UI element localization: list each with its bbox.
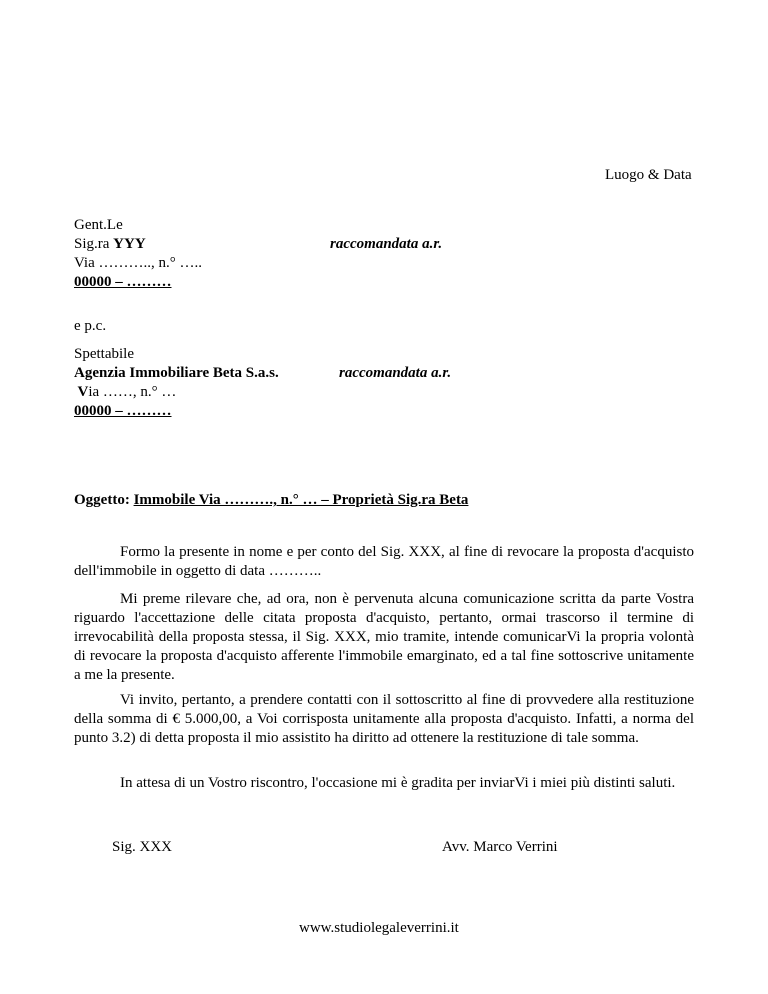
- recipient2-address-initial: V: [74, 384, 89, 400]
- recipient1-name: YYY: [113, 236, 146, 252]
- recipient2-name: Agenzia Immobiliare Beta S.a.s.: [74, 365, 279, 381]
- recipient1-salutation: Gent.Le: [74, 217, 123, 233]
- recipient1-delivery: raccomandata a.r.: [330, 236, 443, 252]
- body-paragraph-4: In attesa di un Vostro riscontro, l'occasione mi è gradita per inviarVi i miei più distinti saluti.: [120, 775, 676, 791]
- recipient2-address-line: [74, 383, 176, 402]
- recipient1-zip-city: 00000 – ………: [74, 274, 172, 290]
- recipient2-zip-city: 00000 – ………: [74, 403, 172, 419]
- signature-client: Sig. XXX: [112, 839, 173, 855]
- cc-label: e p.c.: [74, 318, 107, 334]
- recipient1-address: Via ……….., n.° …..: [74, 255, 203, 271]
- recipient2-salutation: Spettabile: [74, 346, 134, 362]
- recipient1-name-line: [74, 235, 146, 254]
- subject-text: Immobile Via ………., n.° … – Proprietà Sig.ra Beta: [133, 492, 469, 508]
- footer-website: www.studiolegaleverrini.it: [299, 920, 459, 936]
- recipient2-address-rest: ia ……, n.° …: [88, 384, 177, 400]
- subject-label: Oggetto:: [74, 492, 130, 508]
- signature-lawyer: Avv. Marco Verrini: [442, 839, 558, 855]
- place-date: Luogo & Data: [605, 167, 692, 183]
- body-paragraph-3: Vi invito, pertanto, a prendere contatti con il sottoscritto al fine di provvedere alla restituzione della somma di € 5.000,00, a Voi corrisposta unitamente alla proposta d'acquisto. Infatti, a norma del punto 3.2) di detta proposta il mio assistito ha diritto ad ottenere la restituzione di tale somma.: [74, 692, 694, 746]
- recipient2-delivery: raccomandata a.r.: [339, 365, 452, 381]
- recipient1-title: Sig.ra: [74, 236, 114, 252]
- subject-line: [74, 491, 468, 510]
- body-paragraph-1: Formo la presente in nome e per conto del Sig. XXX, al fine di revocare la proposta d'acquisto dell'immobile in oggetto di data ………..: [74, 544, 694, 579]
- body-paragraph-2: Mi preme rilevare che, ad ora, non è pervenuta alcuna comunicazione scritta da parte Vostra riguardo l'accettazione delle citata proposta d'acquisto, pertanto, ormai trascorso il termine di irrevocabilità della proposta stessa, il Sig. XXX, mio tramite, intende comunicarVi la propria volontà di revocare la proposta d'acquisto afferente l'immobile emarginato, ed a tal fine sottoscrive unitamente a me la presente.: [74, 591, 694, 683]
